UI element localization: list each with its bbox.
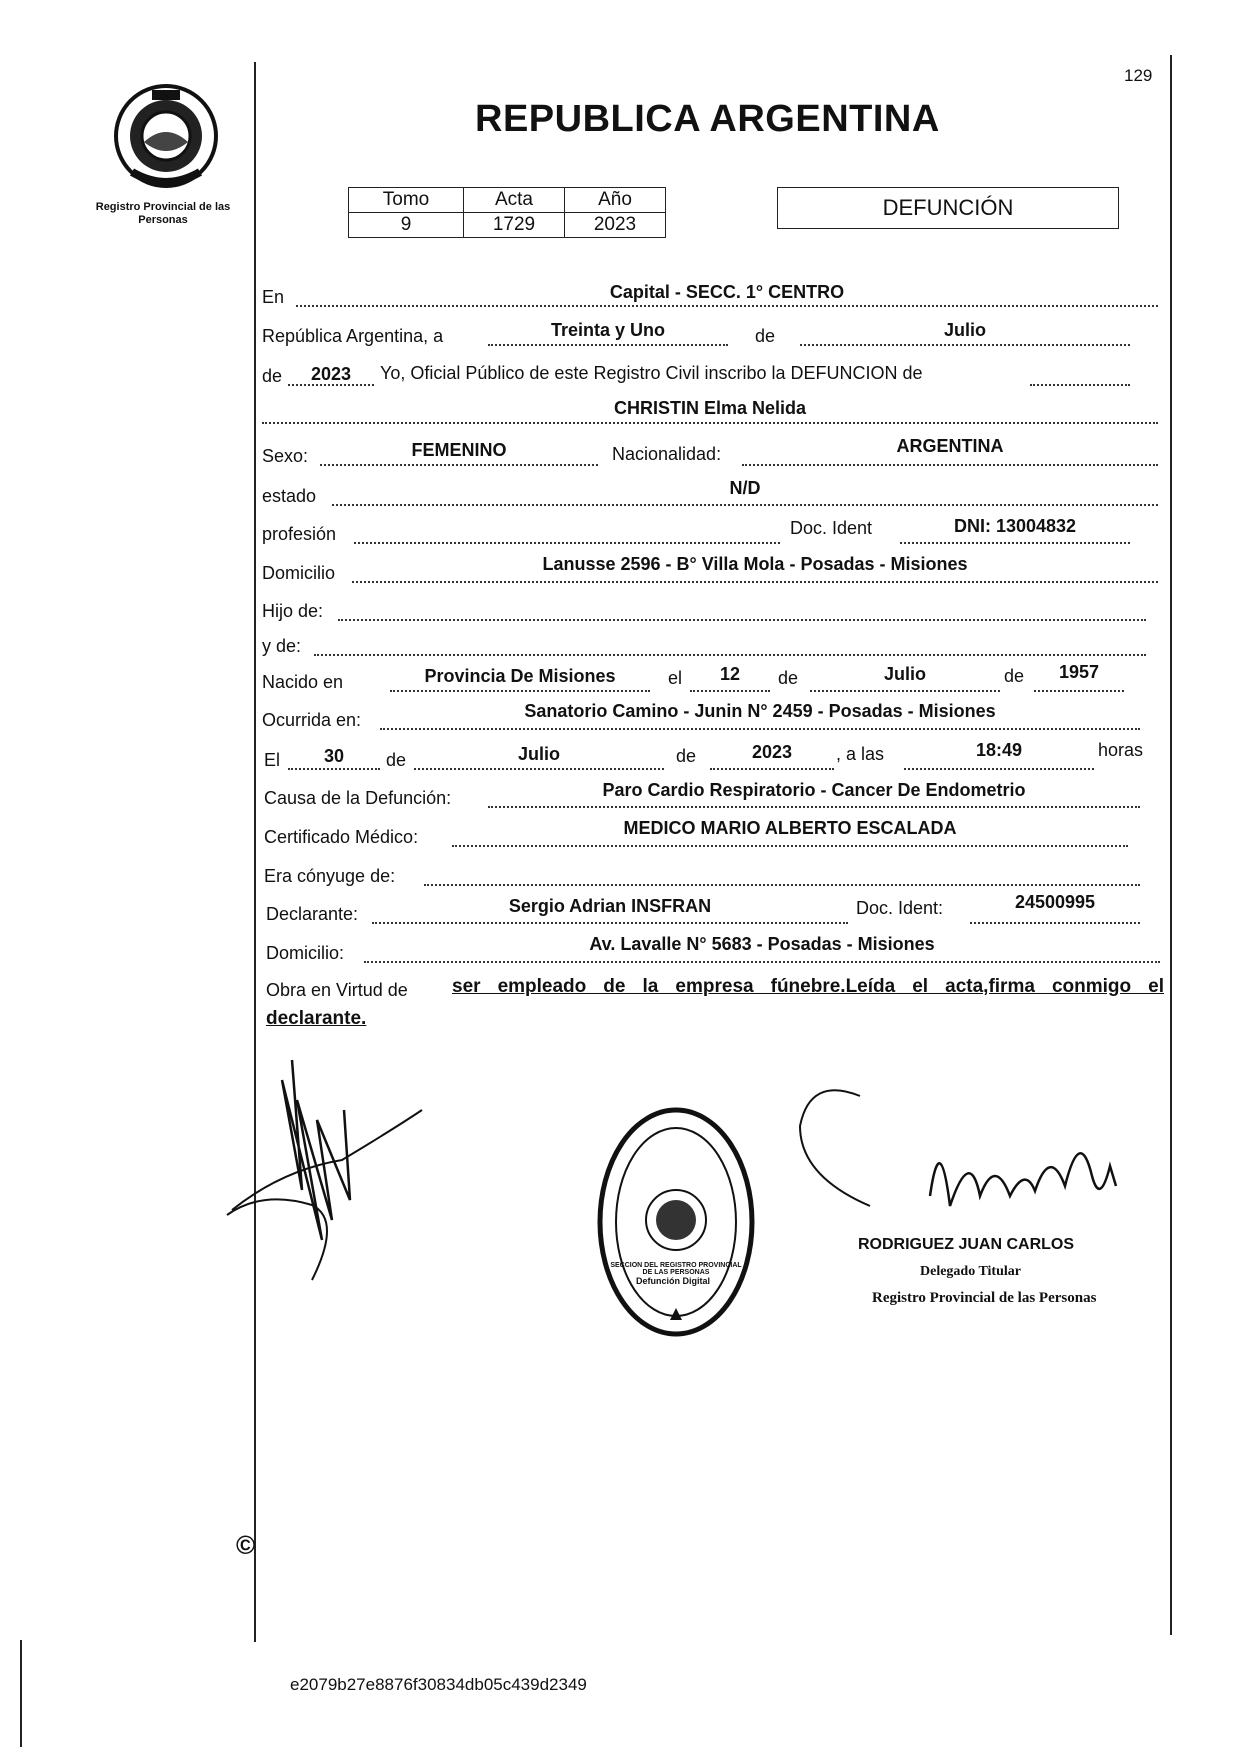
doc-ident-value: DNI: 13004832 [953, 516, 1077, 536]
year-de-label: de [262, 366, 283, 386]
copyright-mark-icon: © [236, 1530, 256, 1560]
nacido-label: Nacido en [262, 672, 344, 692]
header-acta: Acta [464, 188, 565, 213]
inscribo-text: Yo, Oficial Público de este Registro Civil inscribo la DEFUNCION de [380, 363, 923, 383]
page-number: 129 [1124, 66, 1153, 85]
month-value: Julio [943, 320, 986, 340]
record-type-box: DEFUNCIÓN [777, 187, 1119, 229]
logo-caption: Registro Provincial de las Personas [95, 201, 231, 226]
right-margin-line [1170, 55, 1172, 1635]
province-seal-logo [112, 82, 220, 190]
left-margin-line [254, 62, 256, 1642]
document-title: REPUBLICA ARGENTINA [475, 98, 940, 140]
nacido-value: Provincia De Misiones [424, 666, 616, 686]
sexo-label: Sexo: [262, 446, 309, 466]
reference-table [348, 187, 666, 238]
en-label: En [262, 287, 285, 307]
de2-label: de [778, 668, 799, 688]
stamp-text: SECCION DEL REGISTRO PROVINCIAL DE LAS PERSONAS [610, 1262, 742, 1276]
official-signature [780, 1066, 1140, 1246]
value-tomo: 9 [349, 213, 464, 238]
domicilio-value: Lanusse 2596 - B° Villa Mola - Posadas - Misiones [542, 554, 968, 574]
conyuge-label: Era cónyuge de: [264, 866, 396, 886]
certificado-label: Certificado Médico: [264, 827, 419, 847]
header-anio: Año [565, 188, 666, 213]
doc-ident-label: Doc. Ident [790, 518, 873, 538]
domicilio2-value: Av. Lavalle N° 5683 - Posadas - Misiones [589, 934, 935, 954]
obra-value-2: declarante. [266, 1008, 367, 1029]
nacionalidad-value: ARGENTINA [896, 436, 1004, 456]
profesion-fill [354, 522, 780, 544]
estado-value: N/D [729, 478, 761, 498]
registry-stamp [594, 1104, 758, 1340]
outer-left-line [20, 1640, 22, 1747]
document-hash: e2079b27e8876f30834db05c439d2349 [290, 1675, 587, 1694]
death-day: 30 [323, 746, 345, 766]
nacionalidad-label: Nacionalidad: [612, 444, 722, 464]
de-label: de [755, 326, 776, 346]
birth-month: Julio [883, 664, 926, 684]
year-value: 2023 [310, 364, 352, 384]
official-name: RODRIGUEZ JUAN CARLOS [858, 1236, 1075, 1253]
death-year: 2023 [751, 742, 793, 762]
doc2-value: 24500995 [1014, 892, 1096, 912]
deceased-name: CHRISTIN Elma Nelida [613, 398, 807, 418]
estado-label: estado [262, 486, 317, 506]
birth-day: 12 [719, 664, 741, 684]
declarant-signature [222, 1040, 432, 1300]
death-time: 18:49 [975, 740, 1023, 760]
official-role: Delegado Titular [920, 1264, 1021, 1279]
certificado-value: MEDICO MARIO ALBERTO ESCALADA [623, 818, 957, 838]
causa-value: Paro Cardio Respiratorio - Cancer De Endometrio [602, 780, 1026, 800]
value-anio: 2023 [565, 213, 666, 238]
value-acta: 1729 [464, 213, 565, 238]
ocurrida-label: Ocurrida en: [262, 710, 362, 730]
doc2-label: Doc. Ident: [856, 898, 944, 918]
causa-label: Causa de la Defunción: [264, 788, 452, 808]
profesion-label: profesión [262, 524, 337, 544]
en-value: Capital - SECC. 1° CENTRO [609, 282, 845, 302]
horas-label: horas [1098, 740, 1144, 760]
declarante-value: Sergio Adrian INSFRAN [508, 896, 712, 916]
stamp-bottom-text: Defunción Digital [636, 1276, 710, 1286]
ocurrida-value: Sanatorio Camino - Junin N° 2459 - Posadas - Misiones [524, 701, 996, 721]
obra-value: ser empleado de la empresa fúnebre.Leída el acta,firma conmigo el [452, 976, 1164, 997]
domicilio2-label: Domicilio: [266, 943, 345, 963]
republica-label: República Argentina, a [262, 326, 444, 346]
sexo-value: FEMENINO [411, 440, 507, 460]
El-label: El [264, 750, 281, 770]
day-value: Treinta y Uno [550, 320, 666, 340]
yde-label: y de: [262, 636, 302, 656]
domicilio-label: Domicilio [262, 563, 336, 583]
de4-label: de [386, 750, 407, 770]
alas-label: , a las [836, 744, 885, 764]
official-office: Registro Provincial de las Personas [872, 1290, 1097, 1306]
conyuge-fill [424, 864, 1140, 886]
header-tomo: Tomo [349, 188, 464, 213]
de5-label: de [676, 746, 697, 766]
birth-year: 1957 [1058, 662, 1100, 682]
hijo-fill [338, 599, 1146, 621]
obra-label: Obra en Virtud de [266, 980, 408, 1000]
inscribo-fill [1030, 364, 1130, 386]
el-label: el [668, 668, 683, 688]
hijo-label: Hijo de: [262, 601, 324, 621]
de3-label: de [1004, 666, 1025, 686]
declarante-label: Declarante: [266, 904, 359, 924]
death-month: Julio [517, 744, 560, 764]
yde-fill [314, 634, 1146, 656]
